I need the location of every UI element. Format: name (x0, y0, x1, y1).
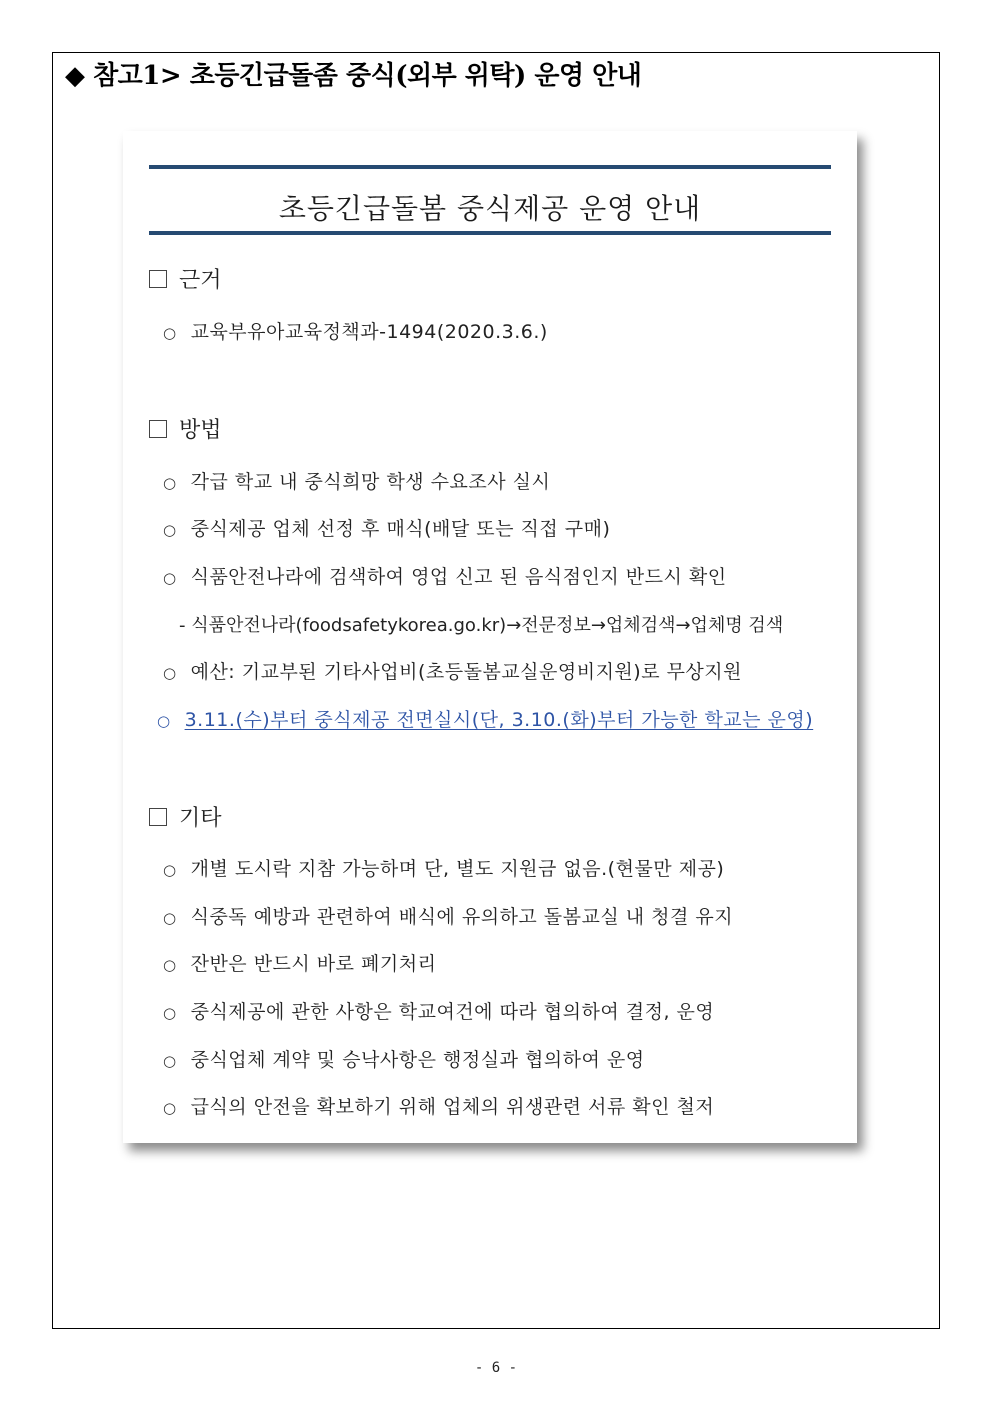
list-item (163, 854, 724, 881)
section-heading-basis (149, 263, 222, 294)
list-item (163, 1045, 645, 1072)
highlight-item-link[interactable] (157, 705, 813, 732)
page-number: - 6 - (474, 1360, 518, 1376)
circle-bullet-icon: ○ (163, 569, 177, 587)
list-item-text: 식품안전나라에 검색하여 영업 신고 된 음식점인지 반드시 확인 (190, 566, 727, 588)
circle-bullet-icon: ○ (163, 664, 177, 682)
circle-bullet-icon: ○ (163, 861, 177, 879)
checkbox-square-icon (149, 808, 167, 826)
sub-list-item-text: - 식품안전나라(foodsafetykorea.go.kr)→전문정보→업체검색→업체명 검색 (179, 615, 784, 636)
list-item-text: 중식제공 업체 선정 후 매식(배달 또는 직접 구매) (190, 518, 611, 540)
checkbox-square-icon (149, 270, 167, 288)
document-frame (52, 52, 940, 1329)
list-item-text: 예산: 기교부된 기타사업비(초등돌봄교실운영비지원)로 무상지원 (190, 661, 742, 683)
circle-bullet-icon: ○ (163, 521, 177, 539)
card-title: 초등긴급돌봄 중식제공 운영 안내 (278, 192, 702, 225)
list-item-text: 잔반은 반드시 바로 폐기처리 (190, 953, 437, 975)
sub-list-item (179, 611, 783, 637)
list-item-text: 3.11.(수)부터 중식제공 전면실시(단, 3.10.(화)부터 가능한 학교는 운영) (184, 709, 814, 731)
notice-image-card (123, 131, 857, 1143)
checkbox-square-icon (149, 420, 167, 438)
circle-bullet-icon: ○ (163, 474, 177, 492)
title-top-rule (149, 165, 831, 169)
list-item-text: 교육부유아교육정책과-1494(2020.3.6.) (190, 321, 548, 343)
reference-title-text: 참고1> 초등긴급돌좀 중식(외부 위탁) 운영 안내 (93, 61, 642, 91)
list-item-text: 각급 학교 내 중식희망 학생 수요조사 실시 (190, 471, 551, 493)
circle-bullet-icon: ○ (157, 712, 171, 730)
circle-bullet-icon: ○ (163, 1052, 177, 1070)
section-heading-method (149, 413, 222, 444)
circle-bullet-icon: ○ (163, 1004, 177, 1022)
list-item (163, 1092, 714, 1119)
list-item (163, 902, 733, 929)
list-item (163, 949, 436, 976)
circle-bullet-icon: ○ (163, 324, 177, 342)
circle-bullet-icon: ○ (163, 909, 177, 927)
title-bottom-rule (149, 231, 831, 235)
list-item (163, 467, 550, 494)
list-item (163, 317, 548, 344)
reference-title (65, 55, 641, 92)
section-heading-text: 근거 (179, 268, 222, 293)
list-item (163, 514, 610, 541)
list-item-text: 급식의 안전을 확보하기 위해 업체의 위생관련 서류 확인 철저 (190, 1096, 715, 1118)
section-heading-text: 방법 (179, 418, 222, 443)
section-heading-text: 기타 (179, 806, 222, 831)
diamond-bullet-icon: ◆ (65, 61, 85, 91)
list-item (163, 657, 742, 684)
circle-bullet-icon: ○ (163, 1099, 177, 1117)
circle-bullet-icon: ○ (163, 956, 177, 974)
list-item (163, 997, 714, 1024)
section-heading-other (149, 801, 222, 832)
list-item-text: 중식제공에 관한 사항은 학교여건에 따라 협의하여 결정, 운영 (190, 1001, 715, 1023)
list-item-text: 개별 도시락 지참 가능하며 단, 별도 지원금 없음.(현물만 제공) (190, 858, 725, 880)
list-item-text: 중식업체 계약 및 승낙사항은 행정실과 협의하여 운영 (190, 1049, 645, 1071)
list-item (163, 562, 727, 589)
list-item-text: 식중독 예방과 관련하여 배식에 유의하고 돌봄교실 내 청결 유지 (190, 906, 734, 928)
